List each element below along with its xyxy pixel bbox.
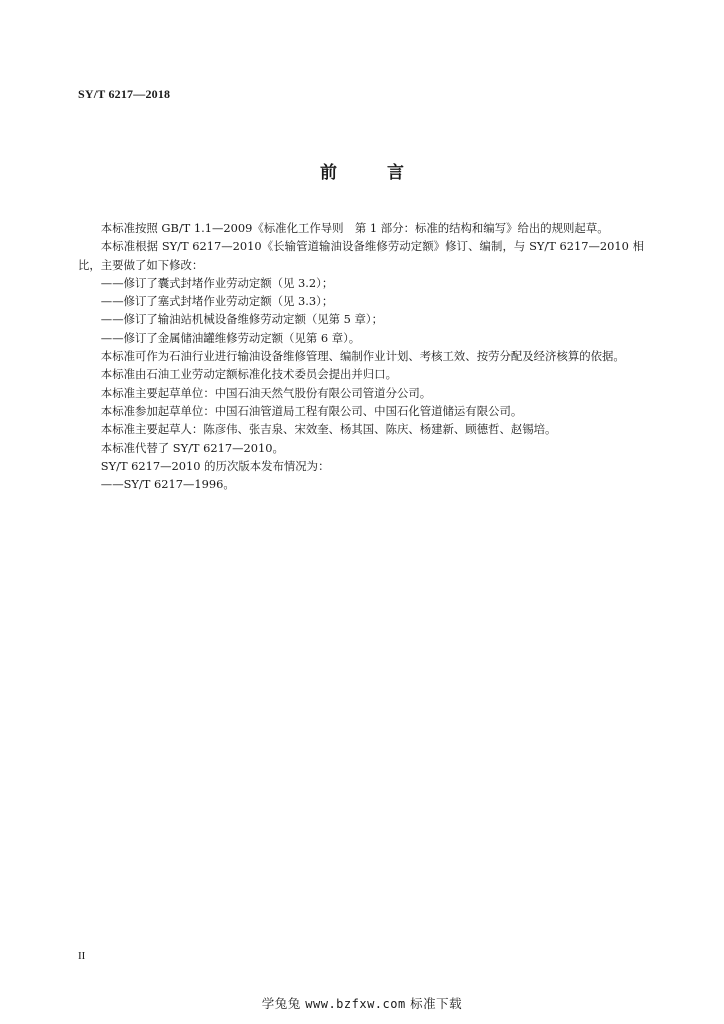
paragraph-history: SY/T 6217—2010 的历次版本发布情况为：	[100, 458, 330, 473]
standard-code: SY/T 6217—2018	[78, 87, 171, 101]
paragraph-usage: 本标准可作为石油行业进行输油设备维修管理、编制作业计划、考核工效、按劳分配及经济核算的依据。	[100, 349, 625, 364]
paragraph-main-drafting-unit: 本标准主要起草单位：中国石油天然气股份有限公司管道分公司。	[100, 385, 432, 400]
list-item-history: ——SY/T 6217—1996。	[100, 477, 235, 492]
list-item-change: ——修订了输油站机械设备维修劳动定额（见第 5 章）；	[100, 312, 383, 327]
paragraph-drafting-rules: 本标准按照 GB/T 1.1—2009《标准化工作导则 第 1 部分：标准的结构和编写》给出的规则起草。	[100, 221, 609, 235]
paragraph-drafters: 本标准主要起草人：陈彦伟、张吉泉、宋效奎、杨其国、陈庆、杨建新、顾德哲、赵锡培。	[100, 422, 557, 437]
footer-prefix: 学兔兔	[261, 996, 306, 1011]
paragraph-participating-units: 本标准参加起草单位：中国石油管道局工程有限公司、中国石化管道储运有限公司。	[100, 403, 523, 418]
foreword-body	[78, 219, 644, 493]
paragraph-revision-basis: 本标准根据 SY/T 6217—2010《长输管道输油设备维修劳动定额》修订、编制，与 SY/T 6217—2010 相比，主要做了如下修改：	[78, 239, 644, 272]
list-item-change: ——修订了金属储油罐维修劳动定额（见第 6 章）。	[100, 330, 361, 345]
footer-url[interactable]: www.bzfxw.com	[305, 997, 406, 1011]
page-title: 前 言	[320, 163, 426, 183]
list-item-change: ——修订了塞式封堵作业劳动定额（见 3.3）；	[100, 294, 334, 309]
page-number: II	[78, 950, 86, 962]
footer-suffix: 标准下载	[405, 996, 463, 1011]
list-item-change: ——修订了囊式封堵作业劳动定额（见 3.2）；	[100, 275, 334, 290]
footer-watermark	[0, 994, 724, 1012]
paragraph-proposer: 本标准由石油工业劳动定额标准化技术委员会提出并归口。	[100, 367, 397, 382]
paragraph-replaces: 本标准代替了 SY/T 6217—2010。	[100, 440, 284, 455]
